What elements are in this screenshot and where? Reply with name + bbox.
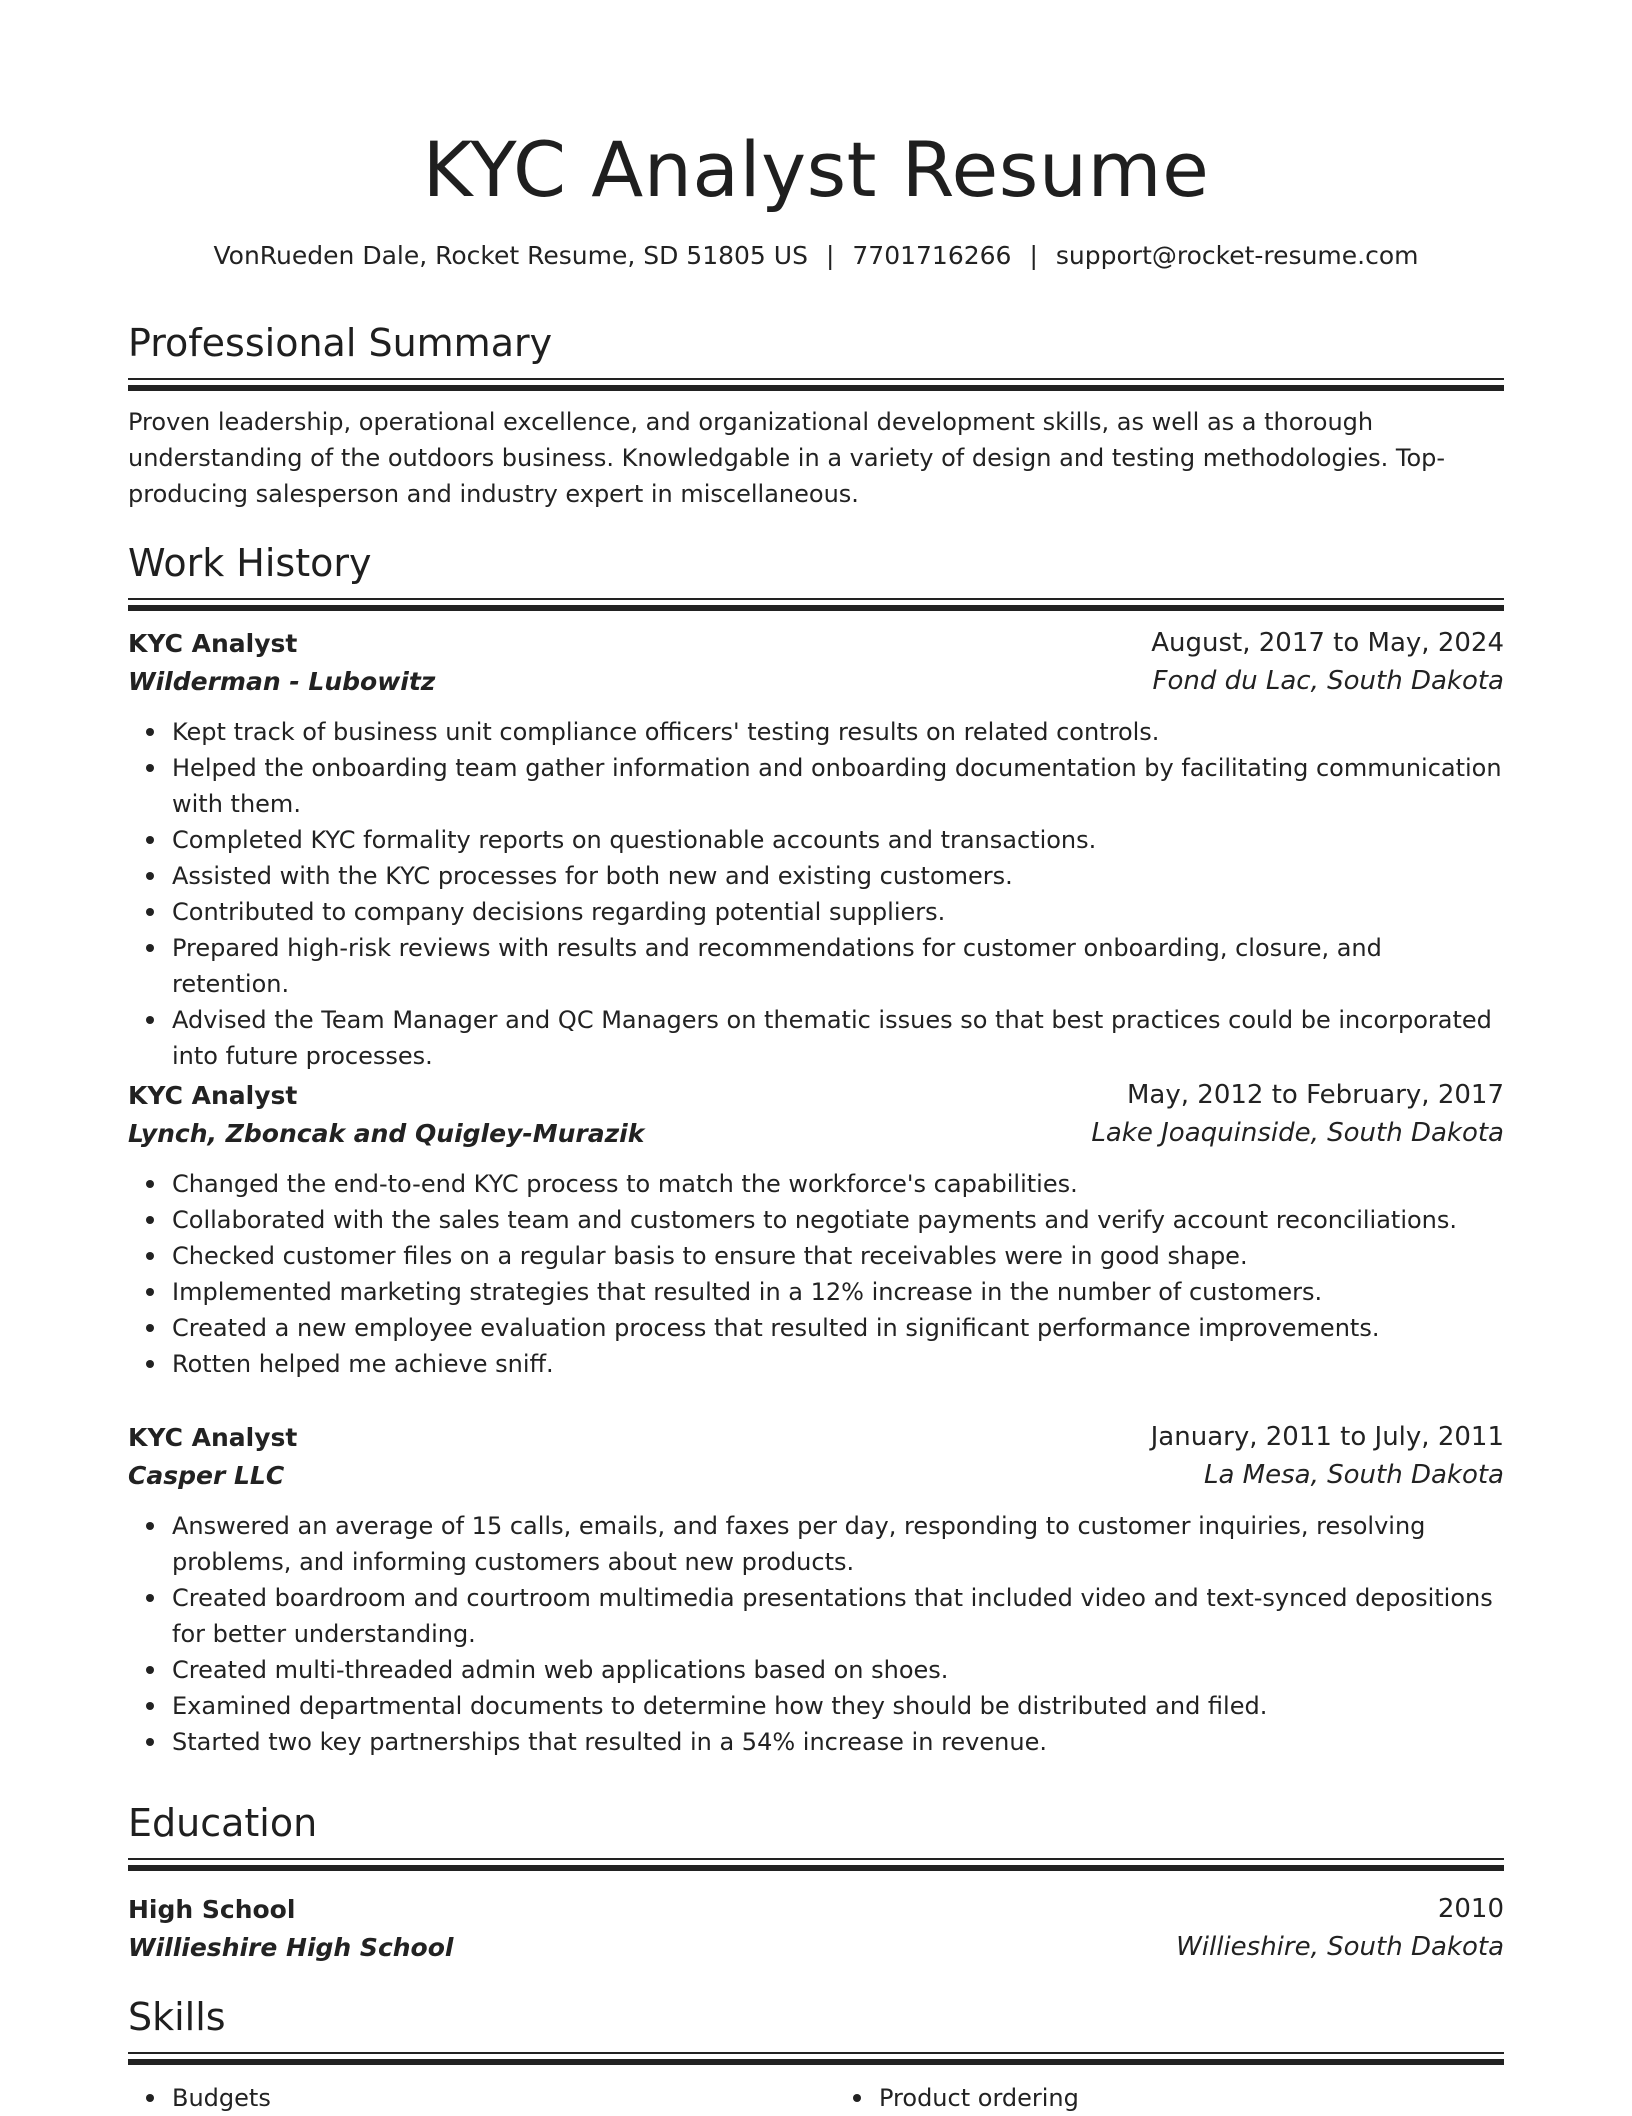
list-item: Kept track of business unit compliance officers' testing results on related controls. <box>172 714 1504 750</box>
work-heading: Work History <box>128 541 372 585</box>
list-item: Assisted with the KYC processes for both new and existing customers. <box>172 858 1504 894</box>
section-rule <box>128 378 1504 391</box>
contact-phone: 7701716266 <box>852 241 1012 270</box>
contact-email: support@rocket-resume.com <box>1055 241 1419 270</box>
job-company: Wilderman - Lubowitz <box>128 666 436 696</box>
resume-title: KYC Analyst Resume <box>422 125 1210 214</box>
skill-item: Product ordering <box>879 2080 1504 2116</box>
education-heading: Education <box>128 1801 318 1845</box>
list-item: Created a new employee evaluation process that resulted in significant performance improvements. <box>172 1310 1504 1346</box>
section-rule <box>128 598 1504 611</box>
job-location: Fond du Lac, South Dakota <box>1152 666 1504 696</box>
list-item: Collaborated with the sales team and customers to negotiate payments and verify account reconciliations. <box>172 1202 1504 1238</box>
list-item: Created boardroom and courtroom multimedia presentations that included video and text-synced depositions for better understanding. <box>172 1580 1504 1652</box>
contact-separator: | <box>1029 241 1038 270</box>
job-entry <box>128 1418 1504 1760</box>
job-bullets <box>128 1166 1504 1382</box>
job-dates: January, 2011 to July, 2011 <box>1150 1422 1504 1452</box>
list-item: Contributed to company decisions regarding potential suppliers. <box>172 894 1504 930</box>
education-entry <box>128 1890 1504 1966</box>
job-bullets <box>128 714 1504 1074</box>
section-rule <box>128 2052 1504 2065</box>
list-item: Examined departmental documents to determine how they should be distributed and filed. <box>172 1688 1504 1724</box>
job-company: Casper LLC <box>128 1460 285 1490</box>
job-entry <box>128 1076 1504 1382</box>
list-item: Completed KYC formality reports on questionable accounts and transactions. <box>172 822 1504 858</box>
job-dates: May, 2012 to February, 2017 <box>1127 1080 1504 1110</box>
contact-separator: | <box>825 241 835 270</box>
job-entry <box>128 624 1504 1074</box>
list-item: Checked customer files on a regular basis to ensure that receivables were in good shape. <box>172 1238 1504 1274</box>
list-item: Created multi-threaded admin web applications based on shoes. <box>172 1652 1504 1688</box>
job-title: KYC Analyst <box>128 1080 298 1110</box>
list-item: Helped the onboarding team gather information and onboarding documentation by facilitating communication with them. <box>172 750 1504 822</box>
list-item: Rotten helped me achieve sniff. <box>172 1346 1504 1382</box>
job-bullets <box>128 1508 1504 1760</box>
education-school: Willieshire High School <box>128 1932 454 1962</box>
job-dates: August, 2017 to May, 2024 <box>1151 628 1504 658</box>
education-year: 2010 <box>1437 1894 1504 1924</box>
education-location: Willieshire, South Dakota <box>1176 1932 1504 1962</box>
skills-heading: Skills <box>128 1995 226 2039</box>
summary-text: Proven leadership, operational excellence, and organizational development skills, as well as a thorough understanding of the outdoors business. Knowledgable in a variety of design and testing methodologies. Top-producing salesperson and industry expert in miscellaneous. <box>128 408 1446 508</box>
list-item: Prepared high-risk reviews with results and recommendations for customer onboarding, closure, and retention. <box>172 930 1504 1002</box>
contact-line <box>128 238 1504 274</box>
job-company: Lynch, Zboncak and Quigley-Murazik <box>128 1118 645 1148</box>
summary-heading: Professional Summary <box>128 321 553 365</box>
skills-column-left <box>128 2080 797 2116</box>
education-degree: High School <box>128 1894 296 1924</box>
skills-column-right <box>835 2080 1504 2116</box>
list-item: Implemented marketing strategies that resulted in a 12% increase in the number of customers. <box>172 1274 1504 1310</box>
list-item: Answered an average of 15 calls, emails, and faxes per day, responding to customer inquiries, resolving problems, and informing customers about new products. <box>172 1508 1504 1580</box>
job-location: La Mesa, South Dakota <box>1204 1460 1504 1490</box>
list-item: Started two key partnerships that resulted in a 54% increase in revenue. <box>172 1724 1504 1760</box>
job-location: Lake Joaquinside, South Dakota <box>1091 1118 1504 1148</box>
job-title: KYC Analyst <box>128 628 298 658</box>
skills-list <box>128 2080 1504 2116</box>
job-title: KYC Analyst <box>128 1422 298 1452</box>
section-rule <box>128 1858 1504 1871</box>
list-item: Advised the Team Manager and QC Managers on thematic issues so that best practices could be incorporated into future processes. <box>172 1002 1504 1074</box>
list-item: Changed the end-to-end KYC process to match the workforce's capabilities. <box>172 1166 1504 1202</box>
contact-address: VonRueden Dale, Rocket Resume, SD 51805 US <box>213 241 808 270</box>
skill-item: Budgets <box>172 2080 797 2116</box>
